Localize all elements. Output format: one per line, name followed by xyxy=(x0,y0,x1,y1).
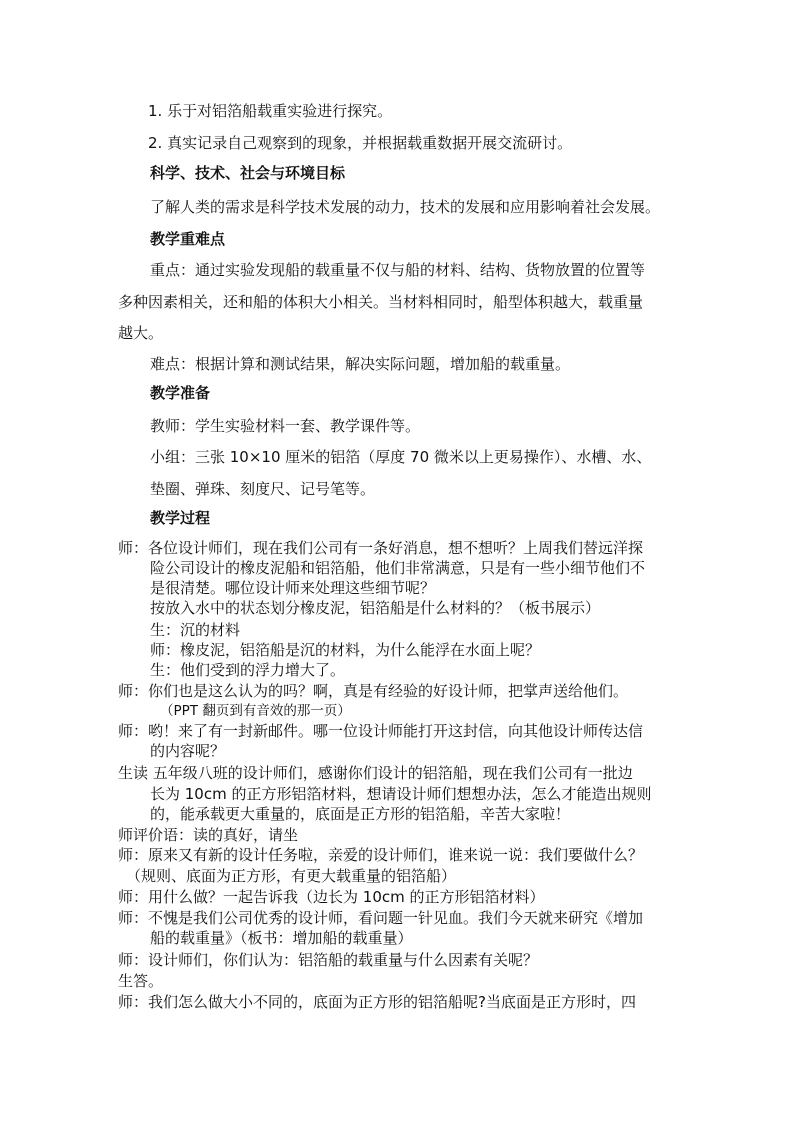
prep-group-line-1: 小组：三张 10×10 厘米的铝箔（厚度 70 微米以上更易操作）、水槽、水、 xyxy=(150,448,652,466)
goal-item-2: 2. 真实记录自己观察到的现象，并根据载重数据开展交流研讨。 xyxy=(148,134,573,152)
dialogue-line: 的内容呢？ xyxy=(150,742,226,760)
dialogue-line: 师评价语：读的真好，请坐 xyxy=(118,826,299,844)
dialogue-line: 师：原来又有新的设计任务啦，亲爱的设计师们，谁来说一说：我们要做什么？ xyxy=(118,846,644,864)
dialogue-line: 师：哟！来了有一封新邮件。哪一位设计师能打开这封信，向其他设计师传达信 xyxy=(118,722,644,740)
prep-teacher: 教师：学生实验材料一套、教学课件等。 xyxy=(150,417,421,435)
dialogue-line: 师：各位设计师们，现在我们公司有一条好消息，想不想听？上周我们替远洋探 xyxy=(118,539,644,557)
dialogue-line: 师：橡皮泥，铝箔船是沉的材料，为什么能浮在水面上呢？ xyxy=(150,641,541,659)
dialogue-note: （规则、底面为正方形，有更大载重量的铝箔船） xyxy=(126,867,457,885)
dialogue-line: 生：他们受到的浮力增大了。 xyxy=(150,661,346,679)
dialogue-line: 师：不愧是我们公司优秀的设计师，看问题一针见血。我们今天就来研究《增加 xyxy=(118,909,644,927)
section-heading-process: 教学过程 xyxy=(150,509,211,527)
dialogue-line: 是很清楚。哪位设计师来处理这些细节呢？ xyxy=(150,579,436,597)
goal-item-1: 1. 乐于对铝箔船载重实验进行探究。 xyxy=(148,102,393,120)
dialogue-line: 师：我们怎么做大小不同的，底面为正方形的铝箔船呢?当底面是正方形时，四 xyxy=(118,993,636,1011)
dialogue-line: 师：设计师们，你们认为：铝箔船的载重量与什么因素有关呢？ xyxy=(118,951,539,969)
dialogue-line: 师：你们也是这么认为的吗？啊，真是有经验的好设计师，把掌声送给他们。 xyxy=(118,682,629,700)
difficulty-line: 难点：根据计算和测试结果，解决实际问题，增加船的载重量。 xyxy=(150,355,571,373)
dialogue-line: 生答。 xyxy=(118,972,164,990)
section-heading-sts-goals: 科学、技术、社会与环境目标 xyxy=(150,164,346,182)
sts-goal-text: 了解人类的需求是科学技术发展的动力，技术的发展和应用影响着社会发展。 xyxy=(150,198,661,216)
key-point-line-2: 多种因素相关，还和船的体积大小相关。当材料相同时，船型体积越大，载重量 xyxy=(118,293,644,311)
dialogue-note: （PPT 翻页到有音效的那一页） xyxy=(160,703,351,719)
section-heading-key-points: 教学重难点 xyxy=(150,230,226,248)
section-heading-preparation: 教学准备 xyxy=(150,384,211,402)
dialogue-line: 按放入水中的状态划分橡皮泥，铝箔船是什么材料的？（板书展示） xyxy=(150,599,601,617)
dialogue-line: 长为 10cm 的正方形铝箔材料，想请设计师们想想办法，怎么才能造出规则 xyxy=(150,785,652,803)
key-point-line-3: 越大。 xyxy=(118,324,164,342)
dialogue-line: 的，能承载更大重量的，底面是正方形的铝箔船，辛苦大家啦！ xyxy=(150,805,571,823)
prep-group-line-2: 垫圈、弹珠、刻度尺、记号笔等。 xyxy=(150,480,376,498)
dialogue-line: 船的载重量》（板书：增加船的载重量） xyxy=(150,929,413,947)
dialogue-line: 生：沉的材料 xyxy=(150,621,241,639)
key-point-line-1: 重点：通过实验发现船的载重量不仅与船的材料、结构、货物放置的位置等 xyxy=(150,261,646,279)
dialogue-line: 师：用什么做？一起告诉我（边长为 10cm 的正方形铝箔材料） xyxy=(118,888,545,906)
dialogue-line: 险公司设计的橡皮泥船和铝箔船，他们非常满意，只是有一些小细节他们不 xyxy=(150,559,646,577)
dialogue-line: 生读 五年级八班的设计师们，感谢你们设计的铝箔船，现在我们公司有一批边 xyxy=(118,764,633,782)
